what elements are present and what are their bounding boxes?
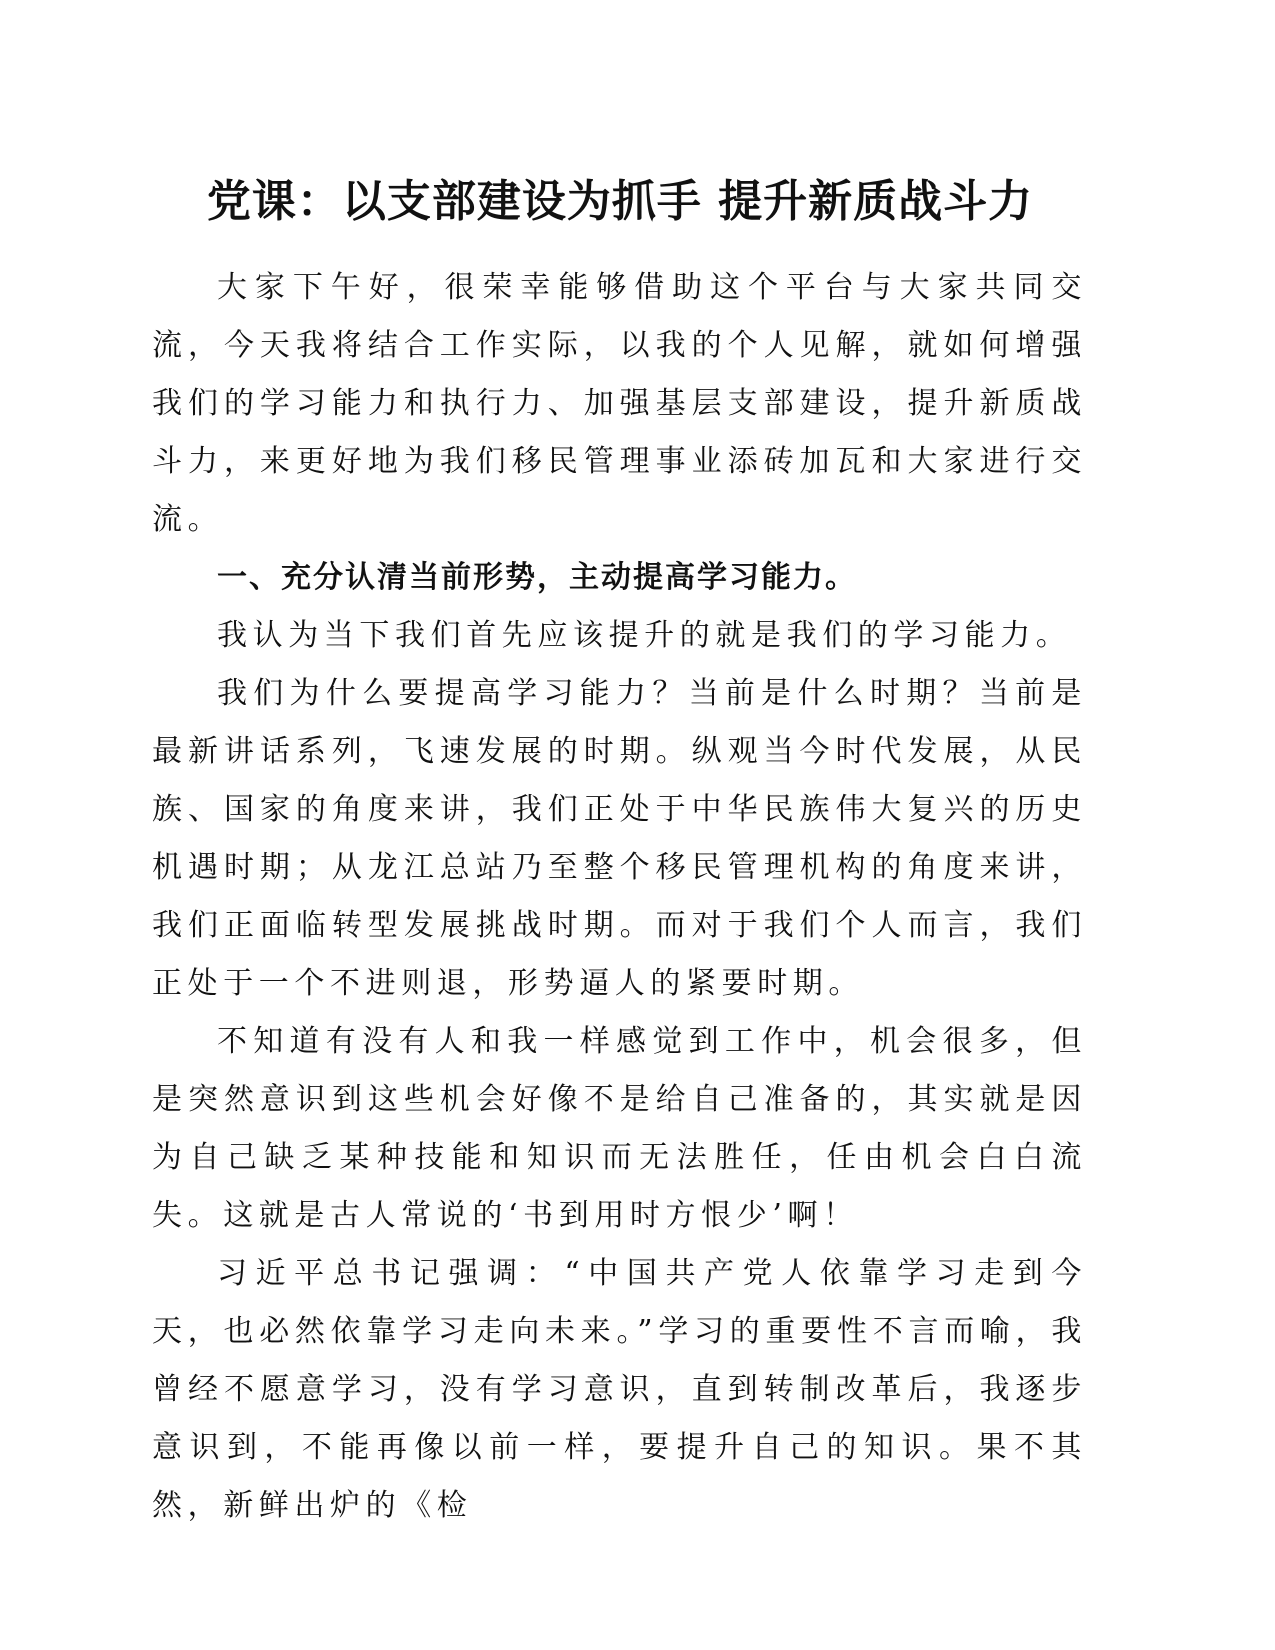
paragraph-greeting: 大家下午好，很荣幸能够借助这个平台与大家共同交流，今天我将结合工作实际，以我的个人见解，就如何增强我们的学习能力和执行力、加强基层支部建设，提升新质战斗力，来更好地为我们移民管理事业添砖加瓦和大家进行交流。 [152, 270, 1087, 537]
paragraph-missed-opportunities: 不知道有没有人和我一样感觉到工作中，机会很多，但是突然意识到这些机会好像不是给自己准备的，其实就是因为自己缺乏某种技能和知识而无法胜任，任由机会白白流失。这就是古人常说的‘书到用时方恨少’啊！ [152, 1024, 1087, 1233]
paragraph-current-period: 我们为什么要提高学习能力？当前是什么时期？当前是最新讲话系列，飞速发展的时期。纵观当今时代发展，从民族、国家的角度来讲，我们正处于中华民族伟大复兴的历史机遇时期；从龙江总站乃至整个移民管理机构的角度来讲，我们正面临转型发展挑战时期。而对于我们个人而言，我们正处于一个不进则退，形势逼人的紧要时期。 [152, 676, 1087, 1001]
document-title: 党课：以支部建设为抓手 提升新质战斗力 [206, 176, 1034, 227]
section-heading-1: 一、充分认清当前形势，主动提高学习能力。 [217, 560, 857, 595]
paragraph-xi-quote: 习近平总书记强调：“中国共产党人依靠学习走到今天，也必然依靠学习走向未来。”学习的重要性不言而喻，我曾经不愿意学习，没有学习意识，直到转制改革后，我逐步意识到，不能再像以前一样，要提升自己的知识。果不其然，新鲜出炉的《检 [152, 1256, 1087, 1523]
paragraph-learning-ability: 我认为当下我们首先应该提升的就是我们的学习能力。 [217, 618, 1072, 653]
document-body [152, 259, 1087, 1535]
